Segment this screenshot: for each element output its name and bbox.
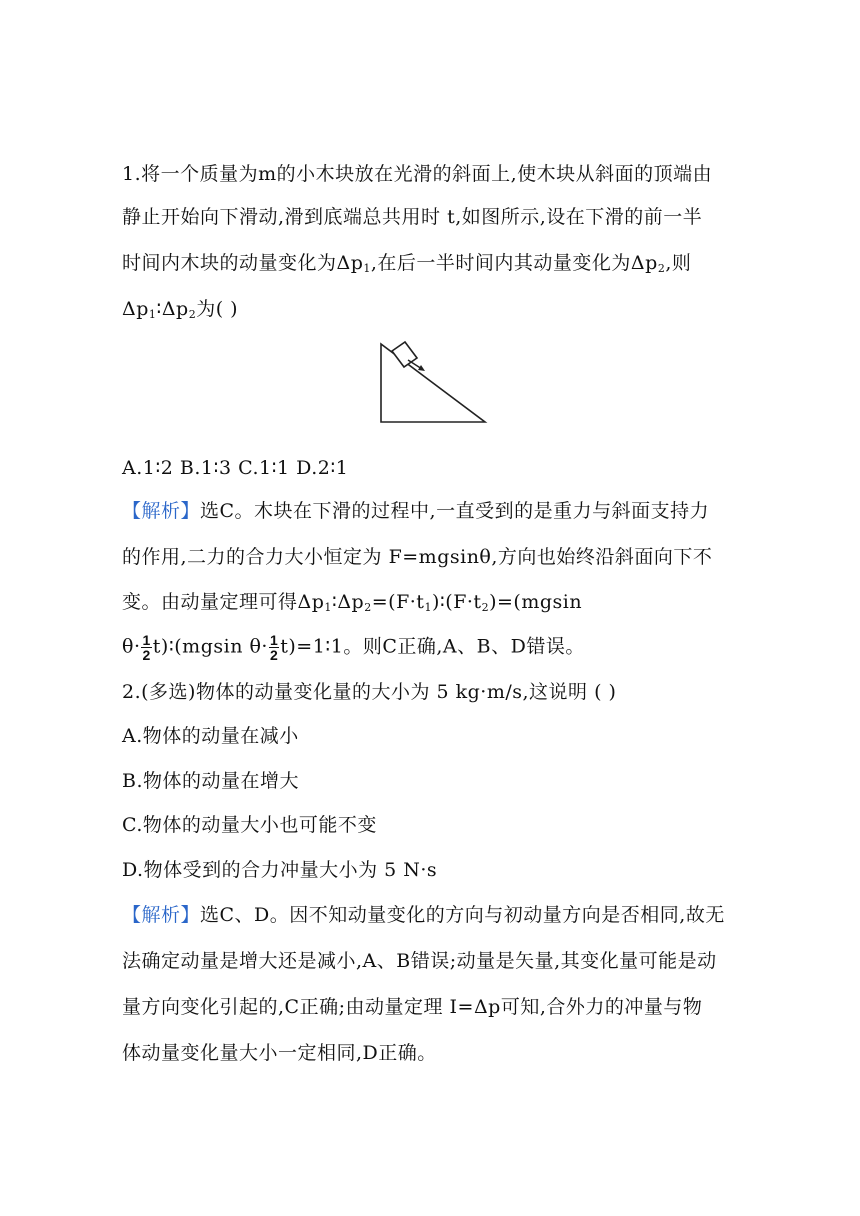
fraction-half: $\frac{1}{2}$: [269, 632, 279, 663]
q2-option-c: C.物体的动量大小也可能不变: [122, 814, 377, 836]
a2-line-2: 法确定动量是增大还是减小,A、B错误;动量是矢量,其变化量可能是动: [122, 950, 717, 972]
q1-line-3: 时间内木块的动量变化为$\Delta p_1$,在后一半时间内其动量变化为$\Delta p_2$,则: [122, 252, 692, 275]
incline-figure: [370, 338, 494, 428]
a1-line-1: 【解析】选C。木块在下滑的过程中,一直受到的是重力与斜面支持力: [122, 500, 710, 522]
a2-line-4: 体动量变化量大小一定相同,D正确。: [122, 1042, 437, 1064]
q2-option-a: A.物体的动量在减小: [122, 725, 299, 747]
arrow-head: [418, 365, 425, 371]
q1-line-4: $\Delta p_1∶\Delta p_2$为( ): [122, 298, 239, 321]
q2-option-d: D.物体受到的合力冲量大小为 5 N·s: [122, 859, 438, 881]
a2-line-1: 【解析】选C、D。因不知动量变化的方向与初动量方向是否相同,故无: [122, 904, 725, 926]
q1-line-2: 静止开始向下滑动,滑到底端总共用时 t,如图所示,设在下滑的前一半: [122, 206, 703, 228]
q1-options: A.1∶2 B.1∶3 C.1∶1 D.2∶1: [122, 457, 349, 479]
analysis-tag: 【解析】: [122, 904, 201, 926]
a1-line-2: 的作用,二力的合力大小恒定为 F=mgsinθ,方向也始终沿斜面向下不: [122, 546, 713, 568]
a2-line-3: 量方向变化引起的,C正确;由动量定理 I=Δp可知,合外力的冲量与物: [122, 996, 703, 1018]
q2-stem: 2.(多选)物体的动量变化量的大小为 5 kg·m/s,这说明 ( ): [122, 681, 617, 703]
q1-line-1: 1.将一个质量为m的小木块放在光滑的斜面上,使木块从斜面的顶端由: [122, 163, 713, 185]
fraction-half: $\frac{1}{2}$: [142, 632, 151, 663]
analysis-tag: 【解析】: [122, 500, 201, 522]
a1-line-4: θ· $\frac{1}{2}$ t)∶(mgsin θ· $\frac{1}{2}$ t)=1∶1。则C正确,A、B、D错误。: [122, 632, 585, 663]
a1-line-3: 变。由动量定理可得$\Delta p_1∶\Delta p_2=(F\cdot t_1)∶(F\cdot t_2)=(mgsin$: [122, 591, 583, 614]
q2-option-b: B.物体的动量在增大: [122, 770, 300, 792]
